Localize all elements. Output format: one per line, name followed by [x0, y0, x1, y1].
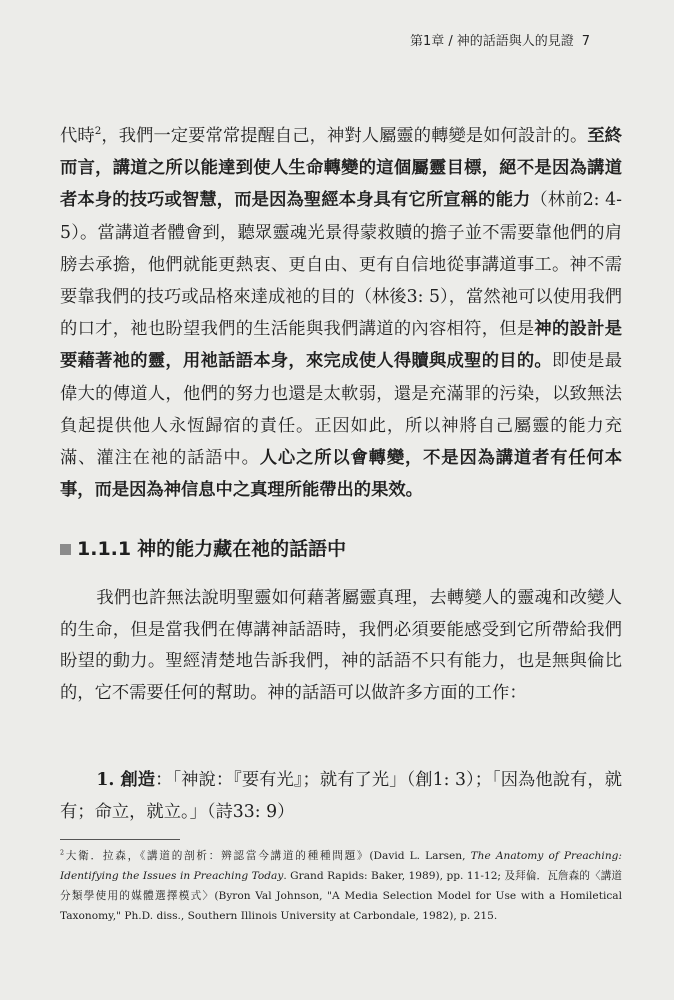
footnote-divider — [60, 839, 180, 840]
footnote-text-2: . Grand Rapids: Baker, 1989), pp. 11-12; 及拜倫．瓦詹森的〈講道分類學使用的媒體選擇模式〉(Byron Val Johnson, "A Media Selection Model for Use with a Homiletical Taxonomy," Ph.D. diss., Southern Illinois University at Carbondale, 1982), p. 215. — [60, 870, 622, 922]
paragraph-2: 我們也許無法說明聖靈如何藉著屬靈真理，去轉變人的靈魂和改變人的生命，但是當我們在傳講神話語時，我們必須要能感受到它所帶給我們盼望的動力。聖經清楚地告訴我們，神的話語不只有能力，也是無與倫比的，它不需要任何的幫助。神的話語可以做許多方面的工作： — [60, 588, 622, 703]
p1-emphasis-1: 至終而言，講道之所以能達到使人生命轉變的這個屬靈目標，絕不是因為講道者本身的技巧或智慧，而是因為聖經本身具有它所宣稱的能力 — [60, 126, 622, 211]
page-number: 7 — [581, 34, 590, 49]
p1-text-3: （林前2: 4-5）。當講道者體會到，聽眾靈魂光景得蒙救贖的擔子並不需要靠他們的肩膀去承擔，他們就能更熱衷、更自由、更有自信地從事講道事工。神不需要靠我們的技巧或品格來達成祂的目的（林後3: 5），當然祂可以使用我們的口才，祂也盼望我們的生活能與我們講道的內容相符，但是 — [60, 190, 622, 340]
p1-text-4: 即使是最偉大的傳道人，他們的努力也還是太軟弱，還是充滿罪的污染，以致無法負起提供他人永恆歸宿的責任。正因如此，所以神將自己屬靈的能力充滿、灌注在祂的話語中。 — [60, 351, 622, 469]
footnote-book-title: The Anatomy of Preaching: Identifying the Issues in Preaching Today — [60, 850, 622, 882]
chapter-title: 神的話語與人的見證 — [456, 34, 574, 49]
list-item-creation — [60, 765, 622, 828]
footnote-mark: 2 — [60, 849, 65, 857]
footnote-reference: 2 — [94, 125, 102, 138]
p1-text-2: ，我們一定要常常提醒自己，神對人屬靈的轉變是如何設計的。 — [101, 126, 588, 146]
footnote-text-1: 大衛．拉森，《講道的剖析：辨認當今講道的種種問題》(David L. Larsen, — [64, 850, 471, 862]
header-separator: / — [448, 34, 453, 49]
section-number: 1.1.1 — [77, 538, 132, 560]
p1-text-1: 代時 — [60, 126, 95, 146]
section-heading — [60, 535, 622, 563]
paragraph-1 — [60, 120, 622, 506]
list-item-label: 1. 創造 — [96, 770, 156, 790]
section-title: 神的能力藏在祂的話語中 — [137, 538, 347, 560]
p1-emphasis-2: 神的設計是要藉著祂的靈，用祂話語本身，來完成使人得贖與成聖的目的。 — [60, 319, 622, 372]
p1-emphasis-3: 人心之所以會轉變，不是因為講道者有任何本事，而是因為神信息中之真理所能帶出的果效。 — [60, 448, 622, 501]
list-item-text: ：「神說：『要有光』；就有了光」（創1: 3）；「因為他說有，就有；命立，就立。」（詩33: 9） — [60, 770, 623, 822]
square-bullet-icon — [60, 544, 71, 555]
chapter-label: 第1章 — [410, 34, 445, 49]
footnote — [60, 846, 622, 926]
running-header — [410, 30, 590, 49]
